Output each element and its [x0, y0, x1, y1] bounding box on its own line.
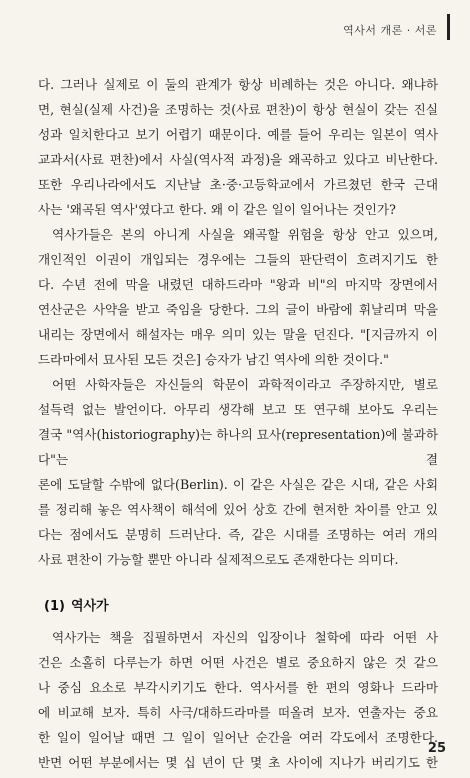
- text-line: 또한 우리나라에서도 지난날 초·중·고등학교에서 가르쳤던 한국 근대: [38, 177, 438, 192]
- paragraph-3: [38, 372, 438, 572]
- paragraph-4: [38, 625, 438, 775]
- text-line: 사는 '왜곡된 역사'였다고 한다. 왜 이 같은 일이 일어나는 것인가?: [38, 202, 396, 217]
- text-line: 드라마에서 묘사된 모든 것은] 승자가 남긴 역사에 의한 것이다.": [38, 352, 389, 367]
- text-line: 결국 "역사(historiography)는 하나의 묘사(representation)에 불과하다"는 결: [38, 427, 438, 467]
- text-line: 나 중심 요소로 부각시키기도 한다. 역사서를 한 편의 영화나 드라마: [38, 680, 438, 695]
- page-number: 25: [427, 741, 446, 756]
- text-line: 역사가들은 본의 아니게 사실을 왜곡할 위험을 항상 안고 있으며,: [52, 227, 438, 242]
- text-line: 사료 편찬이 가능할 뿐만 아니라 실제적으로도 존재한다는 의미다.: [38, 552, 399, 567]
- text-line: 역사가는 책을 집필하면서 자신의 입장이나 철학에 따라 어떤 사: [52, 630, 438, 645]
- text-line: 다는 점에서도 분명히 드러난다. 즉, 같은 시대를 조명하는 여러 개의: [38, 527, 438, 542]
- paragraph-2: [38, 222, 438, 372]
- text-line: 내리는 장면에서 해설자는 매우 의미 있는 말을 던진다. "[지금까지 이: [38, 327, 438, 342]
- text-line: 한 일이 일어날 때면 그 일이 일어난 순간을 여러 각도에서 조명한다.: [38, 730, 438, 745]
- running-title: 역사서 개론 · 서론: [343, 24, 437, 37]
- header-bar: [447, 14, 450, 40]
- text-line: 다. 수년 전에 막을 내렸던 대하드라마 "왕과 비"의 마지막 장면에서: [38, 277, 438, 292]
- paragraph-1: [38, 72, 438, 222]
- text-line: 를 정리해 놓은 역사책이 해석에 있어 상호 간에 현저한 차이를 안고 있: [38, 502, 438, 517]
- text-line: 교과서(사료 편찬)에서 사실(역사적 과정)을 왜곡하고 있다고 비난한다.: [38, 152, 438, 167]
- text-line: 론에 도달할 수밖에 없다(Berlin). 이 같은 사실은 같은 시대, 같은 사회: [38, 477, 438, 492]
- body-text: [38, 72, 438, 775]
- text-line: 건은 소홀히 다루는가 하면 어떤 사건은 별로 중요하지 않은 것 같으: [38, 655, 438, 670]
- text-line: 연산군은 사약을 받고 죽임을 당한다. 그의 글이 바람에 휘날리며 막을: [38, 302, 438, 317]
- section-heading: [44, 594, 438, 619]
- text-line: 반면 어떤 부분에서는 몇 십 년이 단 몇 초 사이에 지나가 버리기도 한: [38, 755, 438, 770]
- text-line: 면, 현실(실제 사건)을 조명하는 것(사료 편찬)이 항상 현실이 갖는 진실: [38, 102, 438, 117]
- text-line: 에 비교해 보자. 특히 사극/대하드라마를 떠올려 보자. 연출자는 중요: [38, 705, 438, 720]
- text-line: 성과 일치한다고 보기 어렵기 때문이다. 예를 들어 우리는 일본이 역사: [38, 127, 438, 142]
- text-line: 다. 그러나 실제로 이 둘의 관계가 항상 비례하는 것은 아니다. 왜냐하: [38, 77, 438, 92]
- text-line: 설득력 없는 발언이다. 아무리 생각해 보고 또 연구해 보아도 우리는: [38, 402, 438, 417]
- text-line: 개인적인 이권이 개입되는 경우에는 그들의 판단력이 흐려지기도 한: [38, 252, 438, 267]
- section-number: (1): [44, 599, 65, 614]
- text-line: 어떤 사학자들은 자신들의 학문이 과학적이라고 주장하지만, 별로: [52, 377, 438, 392]
- section-title: 역사가: [70, 599, 109, 614]
- running-header: [343, 20, 450, 40]
